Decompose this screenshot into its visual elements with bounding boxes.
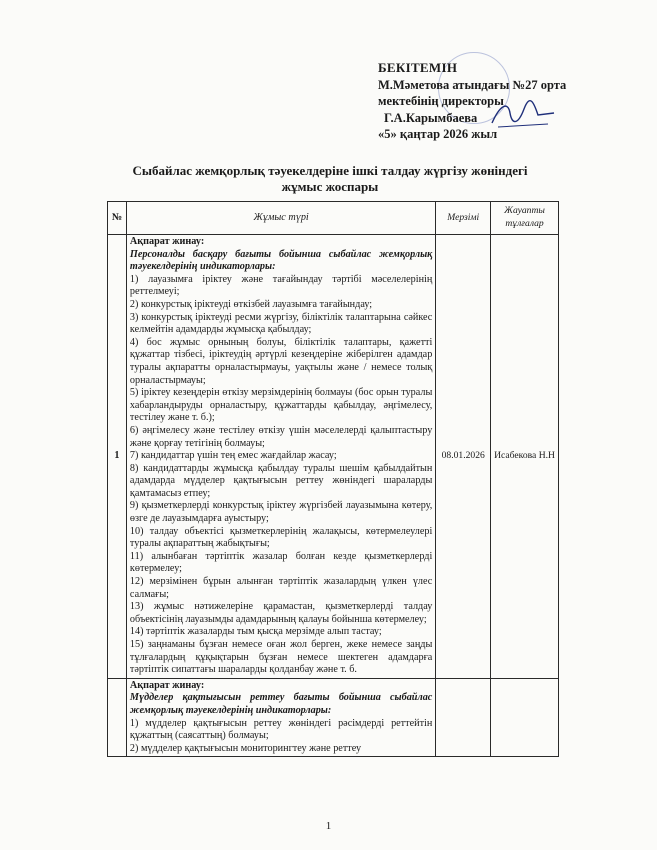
list-item: 11) алынбаған тәртіптік жазалар болған кезде қызметкерлерді көтермелеу;: [129, 550, 433, 575]
row-work-type: [126, 235, 435, 679]
approval-position: мектебінің директоры: [378, 94, 504, 108]
list-item: 3) конкурстық іріктеуді ресми жүргізу, біліктілік талаптарына сәйкес келмейтін адамдарды жұмысқа қабылдау;: [129, 311, 433, 336]
document-title-line2: жұмыс жоспары: [281, 179, 379, 194]
row-subheading: Персоналды басқару бағыты бойынша сыбайлас жемқорлық тәуекелдерінің индикаторлары:: [129, 248, 433, 273]
table-header-row: [108, 202, 559, 235]
row-subheading: Мүдделер қақтығысын реттеу бағыты бойынша сыбайлас жемқорлық тәуекелдерінің индикаторлары:: [129, 692, 433, 716]
table-row: [108, 678, 559, 757]
row-deadline: 08.01.2026: [436, 235, 491, 679]
header-deadline: Мерзімі: [436, 202, 491, 235]
row-responsible: [491, 678, 559, 757]
approval-school: М.Мәметова атындағы №27 орта: [378, 77, 567, 92]
list-item: 12) мерзімінен бұрын алынған тәртіптік жазалардың үлкен үлес салмағы;: [129, 576, 433, 600]
document-title-line1: Сыбайлас жемқорлық тәуекелдеріне ішкі талдау жүргізу жөніндегі: [132, 163, 528, 178]
table-row: [108, 235, 559, 679]
header-responsible: Жауапты тұлғалар: [491, 202, 559, 235]
row-responsible: Исабекова Н.Н: [491, 235, 559, 679]
list-item: 2) конкурстық іріктеуді өткізбей лауазымға тағайындау;: [129, 298, 373, 310]
director-signature: [488, 95, 558, 135]
header-work-type: Жұмыс түрі: [126, 202, 435, 235]
list-item: 5) іріктеу кезеңдерін өткізу мерзімдерінің болмауы (бос орын туралы хабарландыруды орналастыру, құжаттарды қабылдау, әңгімелесу, тестілеу және т. б.);: [129, 387, 433, 424]
page-number: 1: [325, 820, 332, 832]
approval-name: Г.А.Карымбаева: [384, 110, 478, 125]
row-work-type: [126, 678, 435, 757]
list-item: 8) кандидаттарды жұмысқа қабылдау туралы шешім қабылдайтын адамдарда мүдделер қақтығысын реттеу жөніндегі шараларды қамтамасыз етпеу;: [129, 462, 433, 499]
list-item: 1) лауазымға іріктеу және тағайындау тәртібі мәселелерінің реттелмеуі;: [129, 273, 433, 298]
list-item: 13) жұмыс нәтижелеріне қарамастан, қызметкерлерді талдау объектісінің лауазымды адамдарының қалауы бойынша көтермелеу;: [129, 601, 433, 625]
list-item: 4) бос жұмыс орнының болуы, біліктілік талаптары, қажетті құжаттар тізбесі, іріктеудің әртүрлі кезеңдеріне жіберілген адамдар туралы ақпаратты орналастырмауы, уақтылы және / немесе толық орналастырмауы;: [129, 336, 433, 386]
list-item: 7) кандидаттар үшін тең емес жағдайлар жасау;: [129, 450, 337, 462]
list-item: 14) тәртіптік жазаларды тым қысқа мерзімде алып тастау;: [129, 626, 382, 638]
header-number: №: [108, 202, 127, 235]
approval-title: БЕКІТЕМІН: [378, 60, 458, 75]
list-item: 15) заңнаманы бұзған немесе оған жол берген, жеке немесе заңды тұлғалардың құқықтарын бұзған немесе шектеген адамдарға тәртіптік сипаттағы шараларды қолданбау және т. б.: [129, 639, 433, 676]
work-plan-table: [107, 201, 559, 757]
list-item: 10) талдау объектісі қызметкерлерінің жалақысы, көтермелеулері туралы ақпараттың жабықтығы;: [129, 525, 433, 550]
row-heading: Ақпарат жинау:: [129, 679, 205, 691]
row-deadline: [436, 678, 491, 757]
document-title: [110, 163, 550, 195]
row-number: 1: [108, 235, 127, 679]
row-number: [108, 678, 127, 757]
list-item: 2) мүдделер қақтығысын мониторингтеу және реттеу: [129, 742, 362, 754]
row-heading: Ақпарат жинау:: [129, 236, 205, 247]
list-item: 9) қызметкерлерді конкурстық іріктеу жүргізбей лауазымына көтеру, өзге де лауазымдарға ауыстыру;: [129, 500, 433, 525]
list-item: 1) мүдделер қақтығысын реттеу жөніндегі рәсімдерді реттейтін құжаттың (саясаттың) болмауы;: [129, 717, 433, 742]
list-item: 6) әңгімелесу және тестілеу өткізу үшін мәселелерді қалыптастыру және қорғау тетігінің болмауы;: [129, 424, 433, 449]
approval-date: «5» қаңтар 2026 жыл: [378, 127, 498, 141]
